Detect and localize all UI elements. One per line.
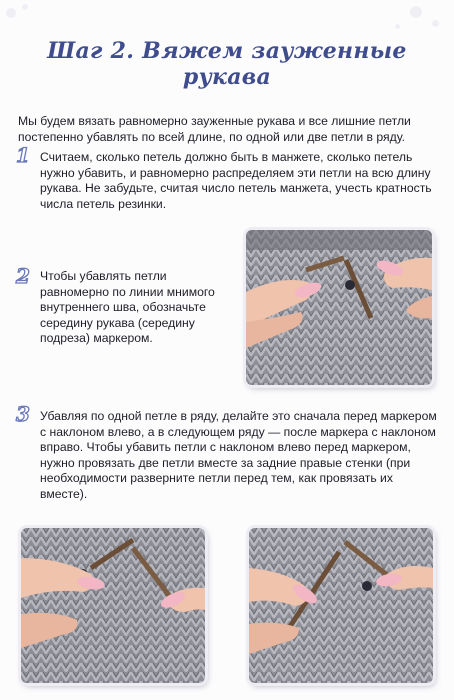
step-2-text: Чтобы убавлять петли равномерно по линии мнимого внутреннего шва, обозначьте середину рукава (середину подреза) маркером. [40,269,215,345]
decorative-dot [6,8,16,18]
knitting-photo-marker [246,230,432,385]
decorative-dot [22,4,28,10]
decorative-dot [395,24,400,29]
decorative-dot [432,20,439,27]
step-2-number: 2 [16,264,30,288]
step-3-text: Убавляя по одной петле в ряду, делайте это сначала перед маркером с наклоном влево, а в следующем ряду — после маркера с наклоном вправо. Чтобы убавить петли с наклоном влево перед маркером, нужно провязать две петли вместе за задние правые стенки (при необходимости разверните петли перед тем, как провязать их вместе). [40,409,437,501]
step-1-number: 1 [16,143,30,167]
intro-paragraph: Мы будем вязать равномерно зауженные рукава и все лишние петли постепенно убавлять по всей длине, по одной или две петли в ряду. [18,114,411,144]
knitting-photo-left [21,528,205,683]
page-title: Шаг 2. Вяжем зауженные рукава [47,38,407,90]
decorative-dot [410,6,422,18]
step-1-text: Считаем, сколько петель должно быть в манжете, сколько петель нужно убавить, и равномерно распределяем эти петли на всю длину рукава. Не забудьте, считая число петель манжета, учесть кратность числа петель резинки. [40,150,432,211]
step-3-number: 3 [16,402,30,426]
knitting-photo-right [249,528,433,683]
